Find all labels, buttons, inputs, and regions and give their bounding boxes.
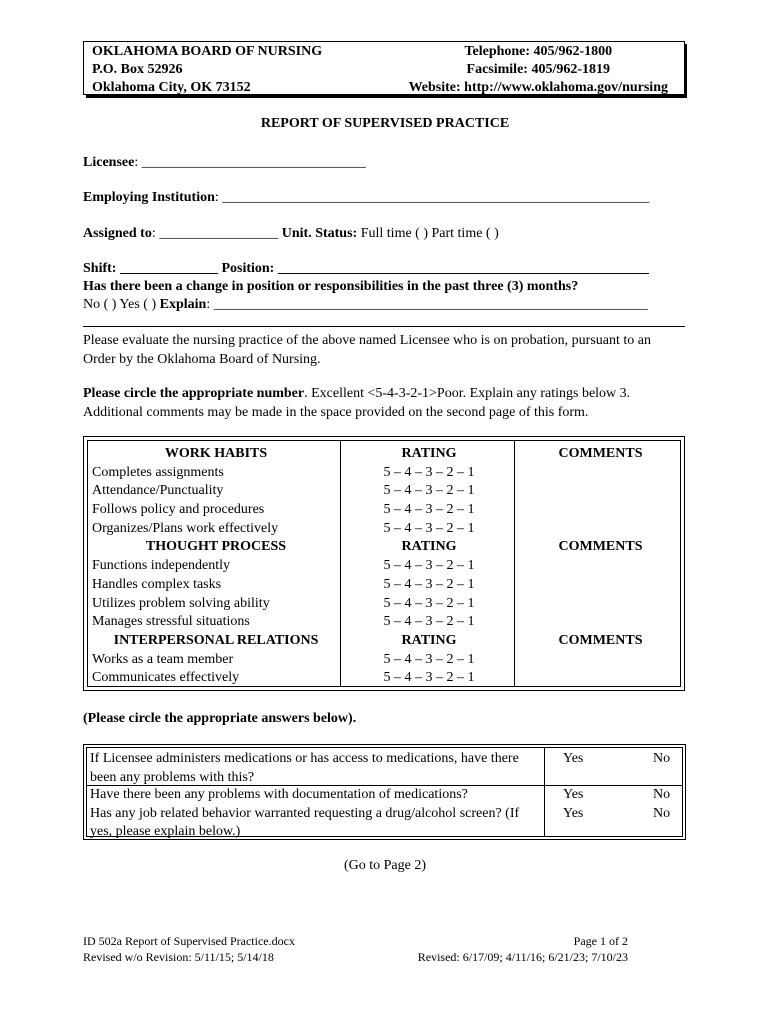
rating-table-inner bbox=[87, 440, 681, 687]
criterion-label: Organizes/Plans work effectively bbox=[92, 520, 279, 536]
column-divider bbox=[340, 441, 341, 686]
column-divider bbox=[544, 748, 545, 836]
revision-dates: Revised: 6/17/09; 4/11/16; 6/21/23; 7/10/23 bbox=[417, 950, 628, 964]
yes-no-table-inner bbox=[86, 747, 683, 837]
criterion-label: Handles complex tasks bbox=[92, 576, 222, 592]
section-heading: INTERPERSONAL RELATIONS bbox=[113, 632, 319, 648]
go-to-page-2: (Go to Page 2) bbox=[343, 858, 427, 873]
website: Website: http://www.oklahoma.gov/nursing bbox=[408, 80, 668, 95]
rating-scale[interactable]: 5 – 4 – 3 – 2 – 1 bbox=[383, 520, 475, 536]
address-block bbox=[92, 43, 322, 97]
assigned-blank[interactable]: : _________________ bbox=[151, 226, 279, 241]
comment-cell[interactable] bbox=[518, 464, 683, 483]
criterion-label: Manages stressful situations bbox=[92, 614, 250, 630]
rating-table bbox=[83, 436, 685, 691]
column-divider bbox=[514, 441, 515, 686]
document-id: ID 502a Report of Supervised Practice.docx bbox=[83, 934, 295, 948]
answer-yes-1[interactable]: Yes bbox=[563, 751, 584, 766]
question-medications-access: If Licensee administers medications or has access to medications, have there been any problems with this? bbox=[90, 751, 519, 785]
comment-cell[interactable] bbox=[518, 520, 683, 539]
comment-cell[interactable] bbox=[518, 501, 683, 520]
circle-instructions-rest: . Excellent <5-4-3-2-1>Poor. Explain any ratings below 3. Additional comments may be made in the space provided on the second page of this form. bbox=[83, 386, 631, 420]
comment-cell[interactable] bbox=[518, 613, 683, 632]
answer-yes-2[interactable]: Yes bbox=[563, 787, 584, 802]
explain-continuation-line[interactable] bbox=[83, 326, 685, 327]
page-title: REPORT OF SUPERVISED PRACTICE bbox=[260, 116, 510, 131]
page-number: Page 1 of 2 bbox=[573, 934, 628, 948]
comments-heading: COMMENTS bbox=[558, 539, 643, 555]
facsimile: Facsimile: 405/962-1819 bbox=[466, 62, 611, 77]
yes-no-table bbox=[83, 744, 686, 840]
question-documentation: Have there been any problems with documentation of medications? bbox=[90, 787, 468, 802]
licensee-label: Licensee bbox=[83, 155, 135, 170]
rating-scale[interactable]: 5 – 4 – 3 – 2 – 1 bbox=[383, 595, 475, 611]
answer-no-1[interactable]: No bbox=[653, 751, 671, 766]
rating-column bbox=[344, 445, 514, 688]
rating-scale[interactable]: 5 – 4 – 3 – 2 – 1 bbox=[383, 558, 475, 574]
comment-cell[interactable] bbox=[518, 557, 683, 576]
status-options[interactable]: Full time ( ) Part time ( ) bbox=[357, 226, 499, 241]
city-line: Oklahoma City, OK 73152 bbox=[92, 80, 251, 95]
evaluate-instructions: Please evaluate the nursing practice of the above named Licensee who is on probation, pursuant to an Order by the Oklahoma Board of Nursing. bbox=[83, 333, 651, 367]
employing-field[interactable] bbox=[83, 188, 649, 207]
criterion-label: Works as a team member bbox=[92, 651, 234, 667]
criterion-label: Completes assignments bbox=[92, 464, 224, 480]
comments-heading: COMMENTS bbox=[558, 446, 643, 461]
criterion-label: Utilizes problem solving ability bbox=[92, 595, 270, 611]
answer-no-2[interactable]: No bbox=[653, 787, 671, 802]
footer-right bbox=[380, 933, 685, 965]
footer-left bbox=[83, 933, 295, 965]
circle-instructions bbox=[83, 384, 687, 422]
explain-label: Explain bbox=[159, 297, 207, 312]
circle-instructions-bold: Please circle the appropriate number bbox=[83, 386, 305, 401]
question-drug-screen: Has any job related behavior warranted requesting a drug/alcohol screen? (If yes, please explain below.) bbox=[90, 805, 520, 839]
criterion-label: Follows policy and procedures bbox=[92, 502, 265, 518]
comment-cell[interactable] bbox=[518, 595, 683, 614]
section-heading: THOUGHT PROCESS bbox=[145, 539, 287, 555]
criteria-column bbox=[92, 445, 340, 688]
answer-yes-3[interactable]: Yes bbox=[563, 805, 584, 821]
letterhead-box bbox=[83, 41, 685, 95]
change-question: Has there been a change in position or responsibilities in the past three (3) months? bbox=[83, 279, 579, 294]
comments-heading: COMMENTS bbox=[558, 632, 643, 648]
rating-scale[interactable]: 5 – 4 – 3 – 2 – 1 bbox=[383, 576, 475, 592]
criterion-label: Functions independently bbox=[92, 558, 231, 574]
assigned-field[interactable] bbox=[83, 224, 499, 243]
employing-blank[interactable]: : _____________________________________________________________ bbox=[214, 190, 650, 205]
comment-cell[interactable] bbox=[518, 669, 683, 688]
telephone: Telephone: 405/962-1800 bbox=[464, 44, 613, 59]
change-answer[interactable] bbox=[83, 295, 648, 314]
revised-without-revision: Revised w/o Revision: 5/11/15; 5/14/18 bbox=[83, 950, 274, 964]
employing-label: Employing Institution bbox=[83, 190, 215, 205]
contact-block bbox=[409, 43, 668, 97]
unit-status-label: Unit. Status: bbox=[278, 226, 358, 241]
comment-cell[interactable] bbox=[518, 651, 683, 670]
criterion-label: Communicates effectively bbox=[92, 670, 240, 686]
no-yes-options[interactable]: No ( ) Yes ( ) bbox=[83, 297, 160, 312]
answers-heading: (Please circle the appropriate answers below). bbox=[83, 711, 357, 726]
assigned-label: Assigned to bbox=[83, 226, 152, 241]
licensee-blank[interactable]: : ________________________________ bbox=[134, 155, 366, 170]
rating-scale[interactable]: 5 – 4 – 3 – 2 – 1 bbox=[383, 502, 475, 518]
criterion-label: Attendance/Punctuality bbox=[92, 483, 224, 499]
comments-column bbox=[518, 445, 683, 688]
rating-heading: RATING bbox=[401, 446, 457, 461]
rating-scale[interactable]: 5 – 4 – 3 – 2 – 1 bbox=[383, 483, 475, 499]
rating-scale[interactable]: 5 – 4 – 3 – 2 – 1 bbox=[383, 651, 475, 667]
section-heading: WORK HABITS bbox=[164, 446, 268, 461]
rating-scale[interactable]: 5 – 4 – 3 – 2 – 1 bbox=[383, 464, 475, 480]
org-name: OKLAHOMA BOARD OF NURSING bbox=[92, 44, 323, 59]
rating-scale[interactable]: 5 – 4 – 3 – 2 – 1 bbox=[383, 614, 475, 630]
comment-cell[interactable] bbox=[518, 482, 683, 501]
licensee-field[interactable] bbox=[83, 153, 366, 172]
answer-no-3[interactable]: No bbox=[653, 805, 671, 821]
rating-heading: RATING bbox=[401, 632, 457, 648]
comment-cell[interactable] bbox=[518, 576, 683, 595]
box-shadow bbox=[684, 44, 687, 98]
rating-scale[interactable]: 5 – 4 – 3 – 2 – 1 bbox=[383, 670, 475, 686]
po-box: P.O. Box 52926 bbox=[92, 62, 183, 77]
explain-blank[interactable]: : ______________________________________________________________ bbox=[206, 297, 648, 312]
shift-position-field[interactable]: Shift: ______________ Position: _____________________________________________________ bbox=[83, 261, 649, 276]
rating-heading: RATING bbox=[401, 539, 457, 555]
